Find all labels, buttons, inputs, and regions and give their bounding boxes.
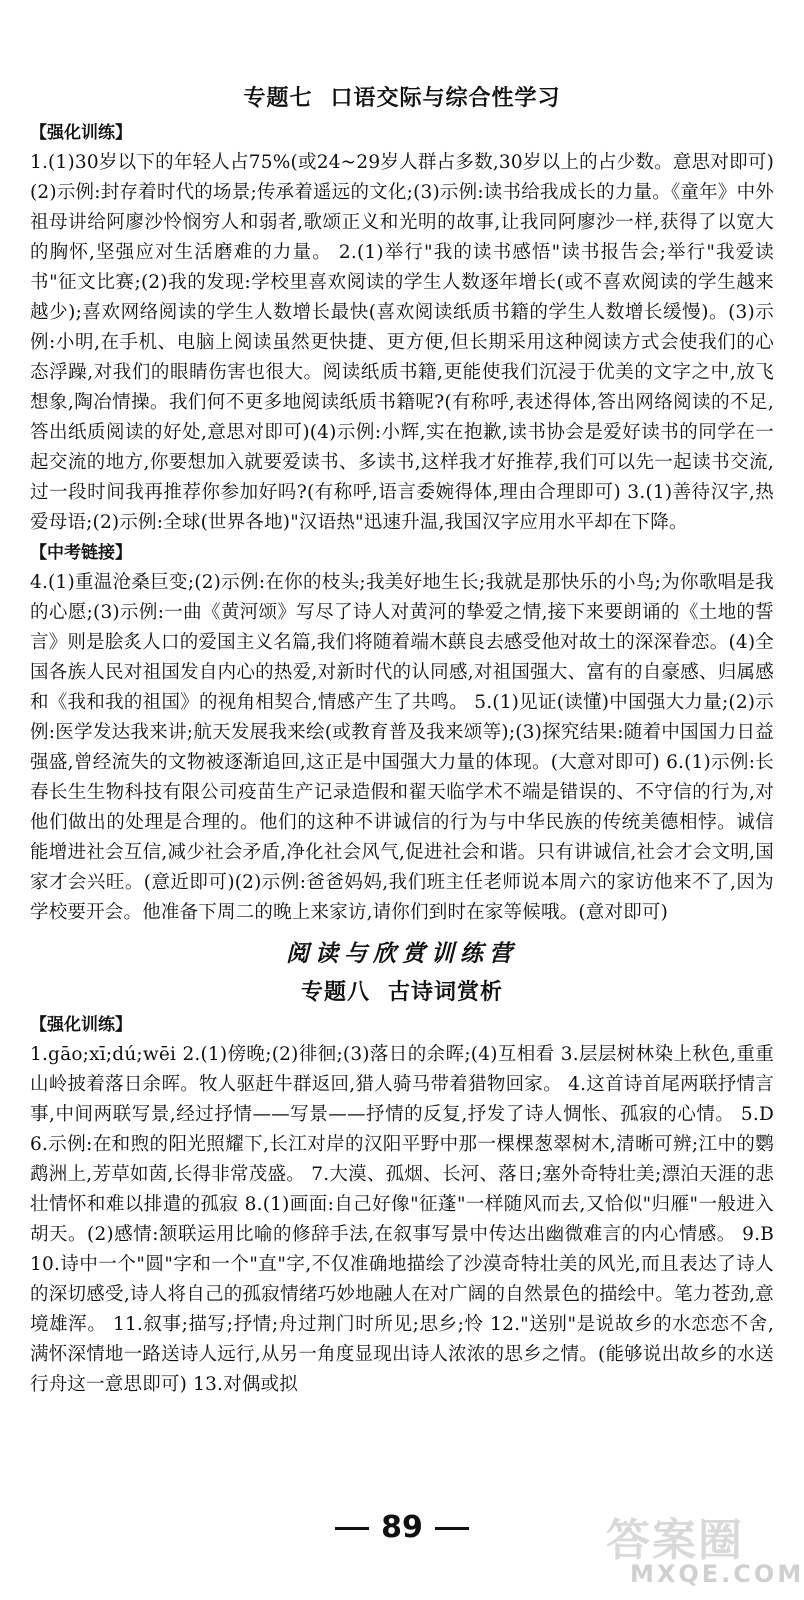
section-title-7 [30, 78, 774, 118]
tag-training: 【强化训练】 [30, 123, 132, 143]
watermark-url: MXQE.COM [630, 1560, 804, 1588]
answer-paragraph: 4.(1)重温沧桑巨变;(2)示例:在你的枝头;我美好地生长;我就是那快乐的小鸟;为你歌唱是我的心愿;(3)示例:一曲《黄河颂》写尽了诗人对黄河的挚爱之情,接下来要朗诵的《土地的誓言》则是脍炙人口的爱国主义名篇,我们将随着端木蕻良去感受他对故土的深深眷恋。(4)全国各族人民对祖国发自内心的热爱,对新时代的认同感,对祖国强大、富有的自豪感、归属感和《我和我的祖国》的视角相契合,情感产生了共鸣。 5.(1)见证(读懂)中国强大力量;(2)示例:医学发达我来讲;航天发展我来绘(或教育普及我来颂等);(3)探究结果:随着中国国力日益强盛,曾经流失的文物被逐渐追回,这正是中国强大力量的体现。(大意对即可) 6.(1)示例:长春长生生物科技有限公司疫苗生产记录造假和翟天临学术不端是错误的、不守信的行为,对他们做出的处理是合理的。他们的这种不讲诚信的行为与中华民族的传统美德相悖。诚信能增进社会互信,减少社会矛盾,净化社会风气,促进社会和谐。只有讲诚信,社会才会文明,国家才会兴旺。(意近即可)(2)示例:爸爸妈妈,我们班主任老师说本周六的家访他来不了,因为学校要开会。他准备下周二的晚上来家访,请你们到时在家等候哦。(意对即可) [30, 572, 774, 923]
tag-exam-link: 【中考链接】 [30, 543, 132, 563]
section-number: 专题七 [243, 85, 313, 111]
section-title-8 [30, 974, 774, 1010]
dash-right [435, 1527, 469, 1530]
section-name: 古诗词赏析 [388, 979, 504, 1005]
answer-paragraph: 1.(1)30岁以下的年轻人占75%(或24~29岁人群占多数,30岁以上的占少数。意思对即可)(2)示例:封存着时代的场景;传承着遥远的文化;(3)示例:读书给我成长的力量。《童年》中外祖母讲给阿廖沙怜悯穷人和弱者,歌颂正义和光明的故事,让我同阿廖沙一样,获得了以宽大的胸怀,坚强应对生活磨难的力量。 2.(1)举行"我的读书感悟"读书报告会;举行"我爱读书"征文比赛;(2)我的发现:学校里喜欢阅读的学生人数逐年增长(或不喜欢阅读的学生越来越少);喜欢网络阅读的学生人数增长最快(喜欢阅读纸质书籍的学生人数增长缓慢)。(3)示例:小明,在手机、电脑上阅读虽然更快捷、更方便,但长期采用这种阅读方式会使我们的心态浮躁,对我们的眼睛伤害也很大。阅读纸质书籍,更能使我们沉浸于优美的文字之中,放飞想象,陶冶情操。我们何不更多地阅读纸质书籍呢?(有称呼,表述得体,答出网络阅读的不足,答出纸质阅读的好处,意思对即可)(4)示例:小辉,实在抱歉,读书协会是爱好读书的同学在一起交流的地方,你要想加入就要爱读书、多读书,这样我才好推荐,我们可以先一起读书交流,过一段时间我再推荐你参加好吗?(有称呼,语言委婉得体,理由合理即可) 3.(1)善待汉字,热爱母语;(2)示例:全球(世界各地)"汉语热"迅速升温,我国汉字应用水平却在下降。 [30, 152, 774, 533]
watermark-logo [596, 1500, 804, 1596]
page-content [30, 78, 774, 1400]
watermark-glyphs: 答案圈 [606, 1515, 744, 1566]
part-heading: 阅读与欣赏训练营 [286, 940, 518, 967]
section-name: 口语交际与综合性学习 [330, 85, 561, 111]
page-number-text: 89 [381, 1510, 423, 1545]
tag-training: 【强化训练】 [30, 1015, 132, 1035]
answer-paragraph: 1.gāo;xī;dú;wēi 2.(1)傍晚;(2)徘徊;(3)落日的余晖;(4)互相看 3.层层树林染上秋色,重重山岭披着落日余晖。牧人驱赶牛群返回,猎人骑马带着猎物回家。 4.这首诗首尾两联抒情言事,中间两联写景,经过抒情——写景——抒情的反复,抒发了诗人惆怅、孤寂的心情。 5.D 6.示例:在和煦的阳光照耀下,长江对岸的汉阳平野中那一棵棵葱翠树木,清晰可辨;江中的鹦鹉洲上,芳草如茵,长得非常茂盛。 7.大漠、孤烟、长河、落日;塞外奇特壮美;漂泊天涯的悲壮情怀和难以排遣的孤寂 8.(1)画面:自己好像"征蓬"一样随风而去,又恰似"归雁"一般进入胡天。(2)感情:颔联运用比喻的修辞手法,在叙事写景中传达出幽微难言的内心情感。 9.B 10.诗中一个"圆"字和一个"直"字,不仅准确地描绘了沙漠奇特壮美的风光,而且表达了诗人的深切感受,诗人将自己的孤寂情绪巧妙地融人在对广阔的自然景色的描绘中。笔力苍劲,意境雄浑。 11.叙事;描写;抒情;舟过荆门时所见;思乡;怜 12."送别"是说故乡的水恋恋不舍,满怀深情地一路送诗人远行,从另一角度显现出诗人浓浓的思乡之情。(能够说出故乡的水送行舟这一意思即可) 13.对偶或拟 [30, 1044, 774, 1395]
section-number: 专题八 [300, 979, 370, 1005]
dash-left [335, 1527, 369, 1530]
